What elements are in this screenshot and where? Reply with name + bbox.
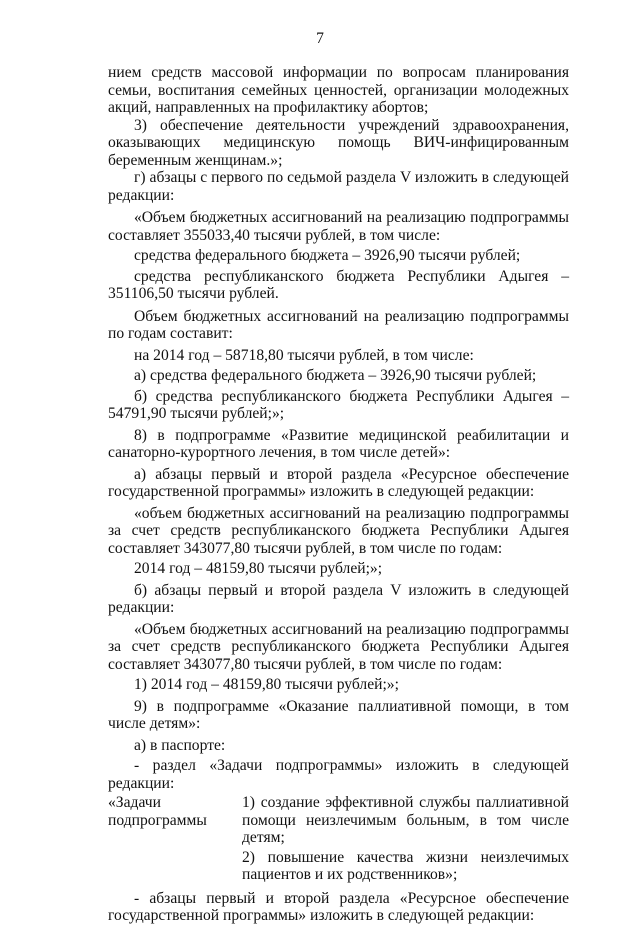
paragraph: Объем бюджетных ассигнований на реализацию подпрограммы по годам составит: [108, 307, 569, 342]
paragraph: б) абзацы первый и второй раздела V изложить в следующей редакции: [108, 581, 569, 616]
task-item: 2) повышение качества жизни неизлечимых пациентов и их родственников»; [242, 848, 569, 883]
paragraph: 1) 2014 год – 48159,80 тысячи рублей;»; [134, 676, 399, 693]
paragraph [108, 268, 569, 286]
paragraph: средства федерального бюджета – 3926,90 тысячи рублей; [134, 247, 521, 264]
paragraph-text: средства республиканского бюджета Республики Адыгея – [134, 267, 569, 285]
tasks-section [108, 794, 569, 884]
paragraph: а) абзацы первый и второй раздела «Ресурсное обеспечение государственной программы» изложить в следующей редакции: [108, 465, 569, 500]
paragraph: - абзацы первый и второй раздела «Ресурсное обеспечение государственной программы» изложить в следующей редакции: [108, 889, 569, 924]
paragraph: «Объем бюджетных ассигнований на реализацию подпрограммы составляет 355033,40 тысячи рублей, в том числе: [108, 209, 569, 244]
paragraph: нием средств массовой информации по вопросам планирования семьи, воспитания семейных ценностей, организации молодежных акций, направленных на профилактику абортов; [108, 64, 569, 116]
page-number: 7 [316, 30, 324, 47]
paragraph: 2014 год – 48159,80 тысячи рублей;»; [134, 560, 383, 577]
paragraph: 3) обеспечение деятельности учреждений здравоохранения, оказывающих медицинскую помощь ВИЧ-инфицированным беременным женщинам.»; [108, 116, 569, 169]
paragraph: на 2014 год – 58718,80 тысячи рублей, в том числе: [134, 346, 474, 364]
paragraph: 351106,50 тысячи рублей. [108, 285, 279, 302]
document-body [108, 64, 569, 925]
paragraph: 8) в подпрограмме «Развитие медицинской реабилитации и санаторно-курортного лечения, в том числе детей»: [108, 426, 569, 461]
paragraph: г) абзацы с первого по седьмой раздела V изложить в следующей редакции: [108, 169, 569, 204]
paragraph: 9) в подпрограмме «Оказание паллиативной помощи, в том числе детям»: [108, 697, 569, 732]
paragraph: «объем бюджетных ассигнований на реализацию подпрограммы за счет средств республиканского бюджета Республики Адыгея составляет 343077,80 тысячи рублей, в том числе по годам: [108, 504, 569, 557]
paragraph: а) в паспорте: [134, 736, 226, 754]
paragraph: «Объем бюджетных ассигнований на реализацию подпрограммы за счет средств республиканского бюджета Республики Адыгея составляет 343077,80 тысячи рублей, в том числе по годам: [108, 620, 569, 673]
paragraph: - раздел «Задачи подпрограммы» изложить в следующей редакции: [108, 757, 569, 792]
paragraph: а) средства федерального бюджета – 3926,90 тысячи рублей; [134, 367, 537, 384]
paragraph: б) средства республиканского бюджета Республики Адыгея – 54791,90 тысячи рублей;»; [108, 387, 569, 422]
tasks-label: «Задачи подпрограммы [108, 794, 207, 829]
tasks-list [236, 794, 569, 884]
task-item: 1) создание эффективной службы паллиативной помощи неизлечимым больным, в том числе детям; [242, 794, 569, 846]
